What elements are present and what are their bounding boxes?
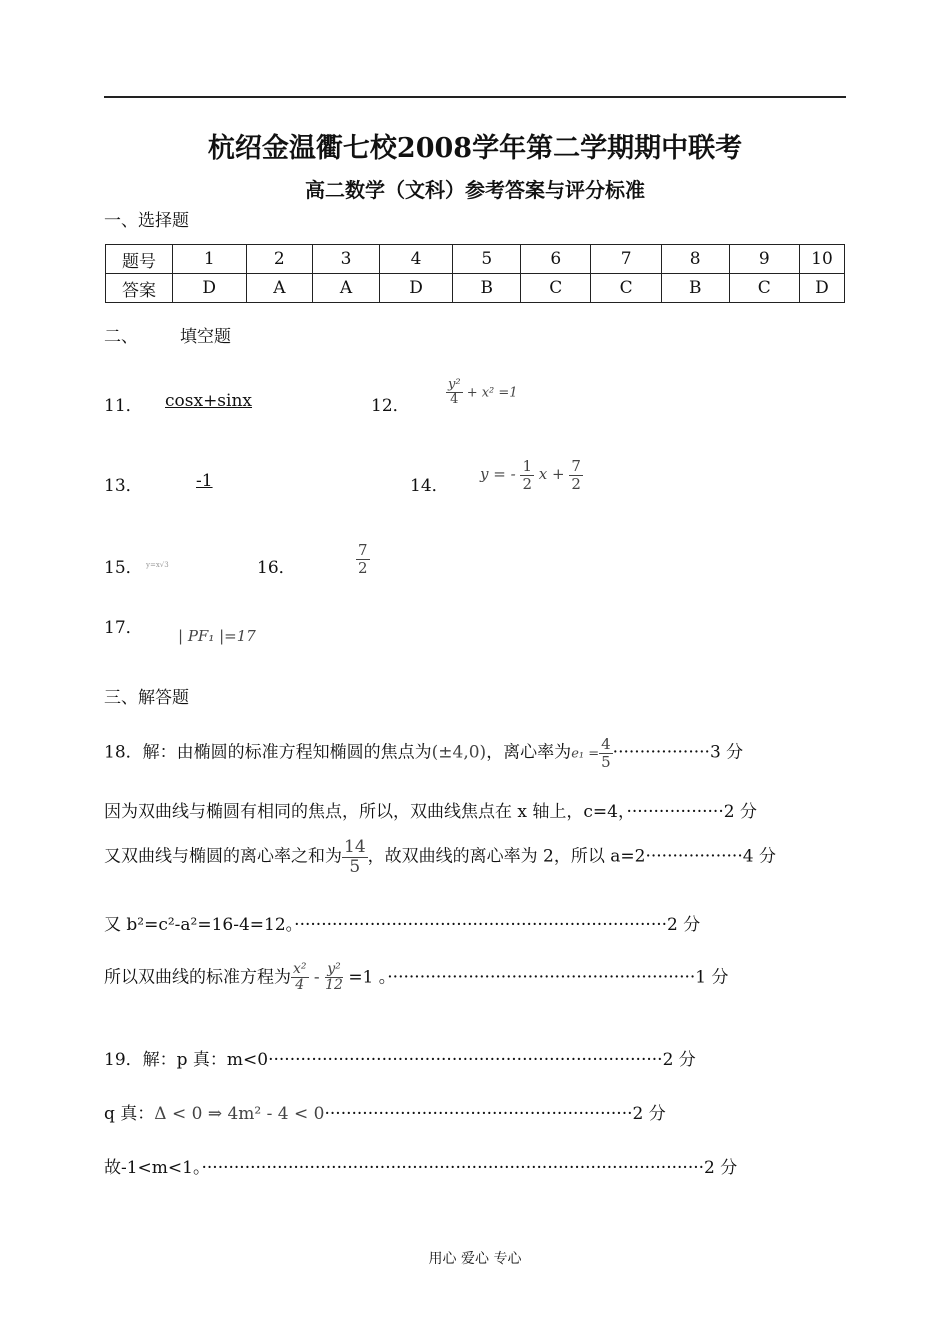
s18-l1-focus: (±4,0)	[431, 742, 487, 763]
q12-fraction	[446, 378, 463, 408]
q14-mid: x +	[538, 465, 565, 483]
table-cell: B	[453, 274, 521, 303]
section-heading-choice: 一、选择题	[104, 211, 189, 231]
q17-answer: | PF₁ |=17	[178, 627, 256, 645]
s19-line-1: 19．解：p 真：m<0·········································································2 分	[104, 1050, 696, 1070]
s18-l5-f1-den: 4	[295, 977, 305, 994]
q11-label: 11．	[104, 396, 143, 416]
q12-rest: + x² =1	[466, 385, 518, 401]
table-cell: A	[313, 274, 380, 303]
s19-l2-math: Δ < 0 ⇒ 4m² - 4 < 0	[154, 1104, 325, 1124]
s18-l1-text-b: ，离心率为	[486, 742, 572, 763]
s18-l5-f1-num: x²	[293, 961, 307, 977]
table-header-label: 题号	[106, 245, 173, 274]
s18-line-4: 又 b²=c²-a²=16-4=12。·····································································2 分	[104, 915, 701, 935]
q16-fraction	[356, 542, 370, 576]
table-cell: D	[173, 274, 247, 303]
q12-label: 12．	[371, 396, 410, 416]
q16-denominator: 2	[358, 558, 368, 577]
s18-l3-text-a: 又双曲线与椭圆的离心率之和为	[104, 846, 342, 867]
table-row-numbers	[106, 245, 845, 274]
s18-l1-score: ··················3 分	[612, 742, 744, 763]
s18-l5-text-b: =1 。·························································1 分	[348, 967, 729, 988]
s18-l5-minus: -	[313, 967, 320, 988]
s19-line-2	[104, 1099, 666, 1124]
q16-numerator: 7	[358, 541, 368, 559]
table-cell: D	[379, 274, 453, 303]
q16-answer	[356, 542, 370, 576]
s18-l3-num: 14	[344, 837, 366, 857]
s19-line-3: 故-1<m<1。·····························································································2 分	[104, 1158, 738, 1178]
q11-answer-text: cosx+sinx	[165, 391, 253, 411]
s18-l3-fraction	[342, 838, 368, 876]
q13-label: 13．	[104, 476, 143, 496]
table-cell: 1	[173, 245, 247, 274]
section-heading-solve: 三、解答题	[104, 688, 189, 708]
page-title: 杭绍金温衢七校2008学年第二学期期中联考	[207, 133, 743, 164]
s18-line-2: 因为双曲线与椭圆有相同的焦点，所以，双曲线焦点在 x 轴上，c=4，··················2 分	[104, 802, 757, 822]
table-row-answers	[106, 274, 845, 303]
q14-lhs: y = -	[480, 465, 516, 483]
q14-fraction-1	[520, 458, 534, 492]
q17-label: 17．	[104, 618, 143, 638]
page-subtitle: 高二数学（文科）参考答案与评分标准	[305, 178, 645, 202]
page-footer: 用心 爱心 专心	[428, 1251, 522, 1267]
q14-fraction-2	[569, 458, 583, 492]
s18-line-3	[104, 838, 776, 876]
q14-f1-den: 2	[522, 474, 532, 493]
s18-l1-fraction	[599, 736, 613, 770]
s18-l5-fraction-2	[325, 962, 343, 994]
q11-answer	[140, 391, 285, 411]
s18-l1-text-a: 18．解：由椭圆的标准方程知椭圆的焦点为	[104, 742, 432, 763]
s18-l5-f2-num: y²	[325, 962, 343, 978]
q12-denominator: 4	[450, 392, 459, 408]
q15-label: 15．	[104, 558, 143, 578]
s18-l3-text-b: ，故双曲线的离心率为 2，所以 a=2··················4 分	[367, 846, 776, 867]
s18-l5-fraction-1	[291, 962, 309, 994]
table-cell: 8	[661, 245, 729, 274]
q12-answer	[446, 378, 518, 408]
q14-f1-num: 1	[522, 457, 532, 475]
table-cell: 10	[800, 245, 845, 274]
q13-answer-text: -1	[196, 471, 213, 491]
q13-answer	[140, 471, 327, 491]
s18-l5-f2-den: 12	[325, 977, 343, 994]
q14-answer	[480, 458, 583, 492]
table-cell: 5	[453, 245, 521, 274]
top-rule	[104, 96, 846, 98]
answer-table	[105, 244, 845, 303]
table-cell: B	[661, 274, 729, 303]
q16-label: 16．	[257, 558, 296, 578]
table-cell: 4	[379, 245, 453, 274]
q14-f2-den: 2	[571, 474, 581, 493]
q15-answer: y=x√3	[146, 561, 169, 569]
q14-f2-num: 7	[571, 457, 581, 475]
s18-l3-den: 5	[349, 856, 361, 877]
s18-l1-e: e₁ =	[571, 746, 600, 762]
table-cell: A	[246, 274, 313, 303]
table-cell: C	[521, 274, 591, 303]
s19-l2-score: ·························································2 分	[324, 1104, 666, 1124]
s18-l1-num: 4	[601, 735, 611, 753]
s18-l1-den: 5	[601, 752, 611, 771]
s18-l5-text-a: 所以双曲线的标准方程为	[104, 967, 291, 988]
table-cell: 7	[591, 245, 661, 274]
table-cell: 6	[521, 245, 591, 274]
s18-line-5	[104, 962, 729, 994]
table-cell: 3	[313, 245, 380, 274]
s18-line-1	[104, 736, 743, 770]
q12-numerator: y²	[448, 377, 461, 392]
section-heading-fill: 填空题	[180, 327, 231, 347]
table-cell: D	[800, 274, 845, 303]
section-heading-fill-num: 二、	[104, 327, 138, 347]
table-cell: C	[591, 274, 661, 303]
table-cell: 9	[729, 245, 799, 274]
q14-label: 14．	[410, 476, 449, 496]
table-cell: C	[729, 274, 799, 303]
table-answer-label: 答案	[106, 274, 173, 303]
table-cell: 2	[246, 245, 313, 274]
s19-l2-text-a: q 真：	[104, 1104, 155, 1124]
